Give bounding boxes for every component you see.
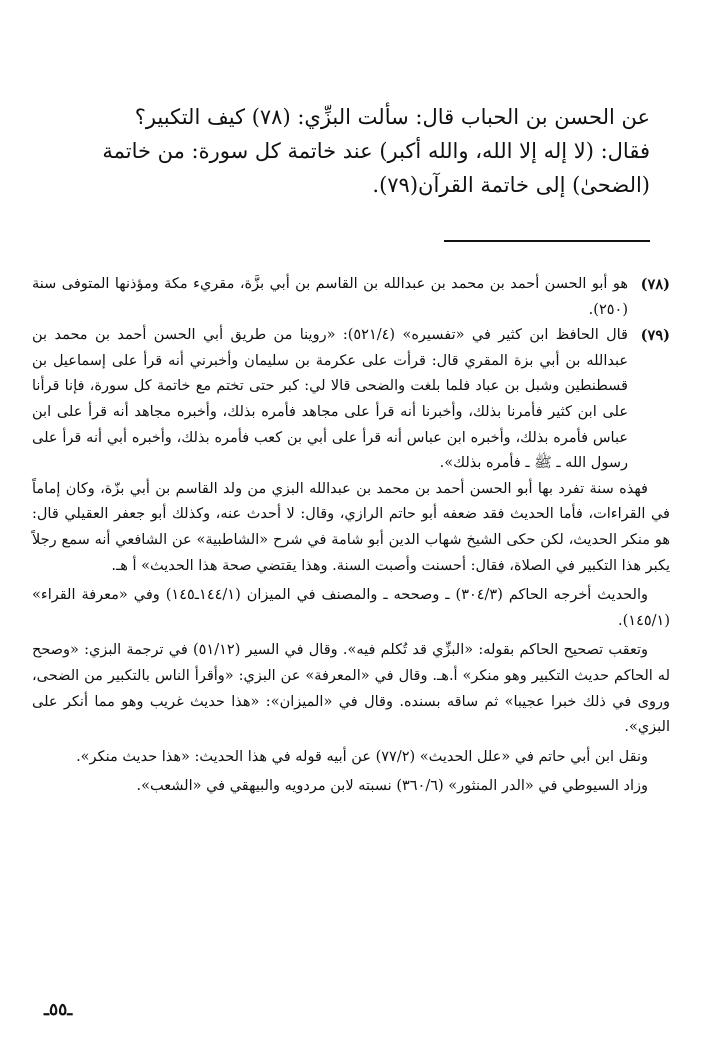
main-text-line: فقال: (لا إله إلا الله، والله أكبر) عند خاتمة كل سورة: من خاتمة bbox=[102, 139, 650, 163]
footnote-number: (٧٨) bbox=[640, 276, 670, 293]
footnote-paragraph: قال الحافظ ابن كثير في «تفسيره» (٥٢١/٤): «روينا من طريق أبي الحسن أحمد بن محمد بن عبدالله بن أبي بزة المقري قال: قرأت على عكرمة بن سليمان وأخبرني أنه قرأ على إسماعيل بن قسطنطين وشبل بن عباد فلما بلغت والضحى قالا لي: كبر حتى تختم مع خاتمة كل سورة، فإنا قرأنا على ابن كثير فأمرنا بذلك، وأخبرنا أنه قرأ على مجاهد فأمره بذلك، وأخبره مجاهد أنه قرأ على ابن عباس فأمره بذلك، وأخبره ابن عباس أنه قرأ على أبي بن كعب فأمره بذلك، وأخبره أبي أنه قرأ على رسول الله ـ ﷺ ـ فأمره بذلك». bbox=[32, 327, 628, 472]
footnote-number: (٧٩) bbox=[640, 327, 670, 345]
main-text-line: (الضحىٰ) إلى خاتمة القرآن(٧٩). bbox=[372, 173, 650, 197]
footnote-paragraph: وزاد السيوطي في «الدر المنثور» (٣٦٠/٦) نسبته لابن مردويه والبيهقي في «الشعب». bbox=[136, 778, 648, 795]
footnote-paragraph: والحديث أخرجه الحاكم (٣٠٤/٣) ـ وصححه ـ والمصنف في الميزان (١٤٤/١ـ١٤٥) وفي «معرفة القراء» (١٤٥/١). bbox=[32, 587, 670, 629]
footnote-paragraph: فهذه سنة تفرد بها أبو الحسن أحمد بن محمد بن عبدالله البزي من ولد القاسم بن أبي بزّة، وكان إماماً في القراءات، فأما الحديث فقد ضعفه أبو حاتم الرازي، وقال: لا أحدث عنه، وكذلك أبو جعفر العقيلي قال: هو منكر الحديث، لكن حكى الشيخ شهاب الدين أبو شامة في شرح «الشاطبية» عن الشافعي أنه سمع رجلاً يكبر هذا التكبير في الصلاة، فقال: أحسنت وأصبت السنة. وهذا يقتضي صحة هذا الحديث» أ هـ. bbox=[32, 480, 670, 574]
footnote-body bbox=[32, 272, 628, 323]
footnotes bbox=[32, 272, 670, 804]
footnote-paragraph: ونقل ابن أبي حاتم في «علل الحديث» (٧٧/٢) عن أبيه قوله في هذا الحديث: «هذا حديث منكر». bbox=[76, 748, 648, 765]
main-text bbox=[42, 100, 650, 202]
footnote-separator bbox=[444, 240, 650, 242]
footnote-79 bbox=[32, 323, 670, 477]
footnote-paragraph: هو أبو الحسن أحمد بن محمد بن عبدالله بن القاسم بن أبي بزَّة، مقريء مكة ومؤذنها المتوفى سنة (٢٥٠). bbox=[32, 276, 628, 318]
main-text-line: عن الحسن بن الحباب قال: سألت البزِّي: (٧٨) كيف التكبير؟ bbox=[134, 105, 650, 129]
page-number: ـ٥٥ـ bbox=[44, 1000, 73, 1020]
footnote-body bbox=[32, 323, 628, 477]
footnote-78 bbox=[32, 272, 670, 323]
footnote-paragraph: وتعقب تصحيح الحاكم بقوله: «البزِّي قد تُكلم فيه». وقال في السير (٥١/١٢) في ترجمة البزي: «وصحح له الحاكم حديث التكبير وهو منكر» أ.هـ. وقال في «المعرفة» عن البزي: «وأقرأ الناس بالتكبير من الضحى، وروى في ذلك خبرا عجيبا» ثم ساقه بسنده. وقال في «الميزان»: «هذا حديث غريب وهو مما أنكر على البزي». bbox=[32, 642, 670, 736]
